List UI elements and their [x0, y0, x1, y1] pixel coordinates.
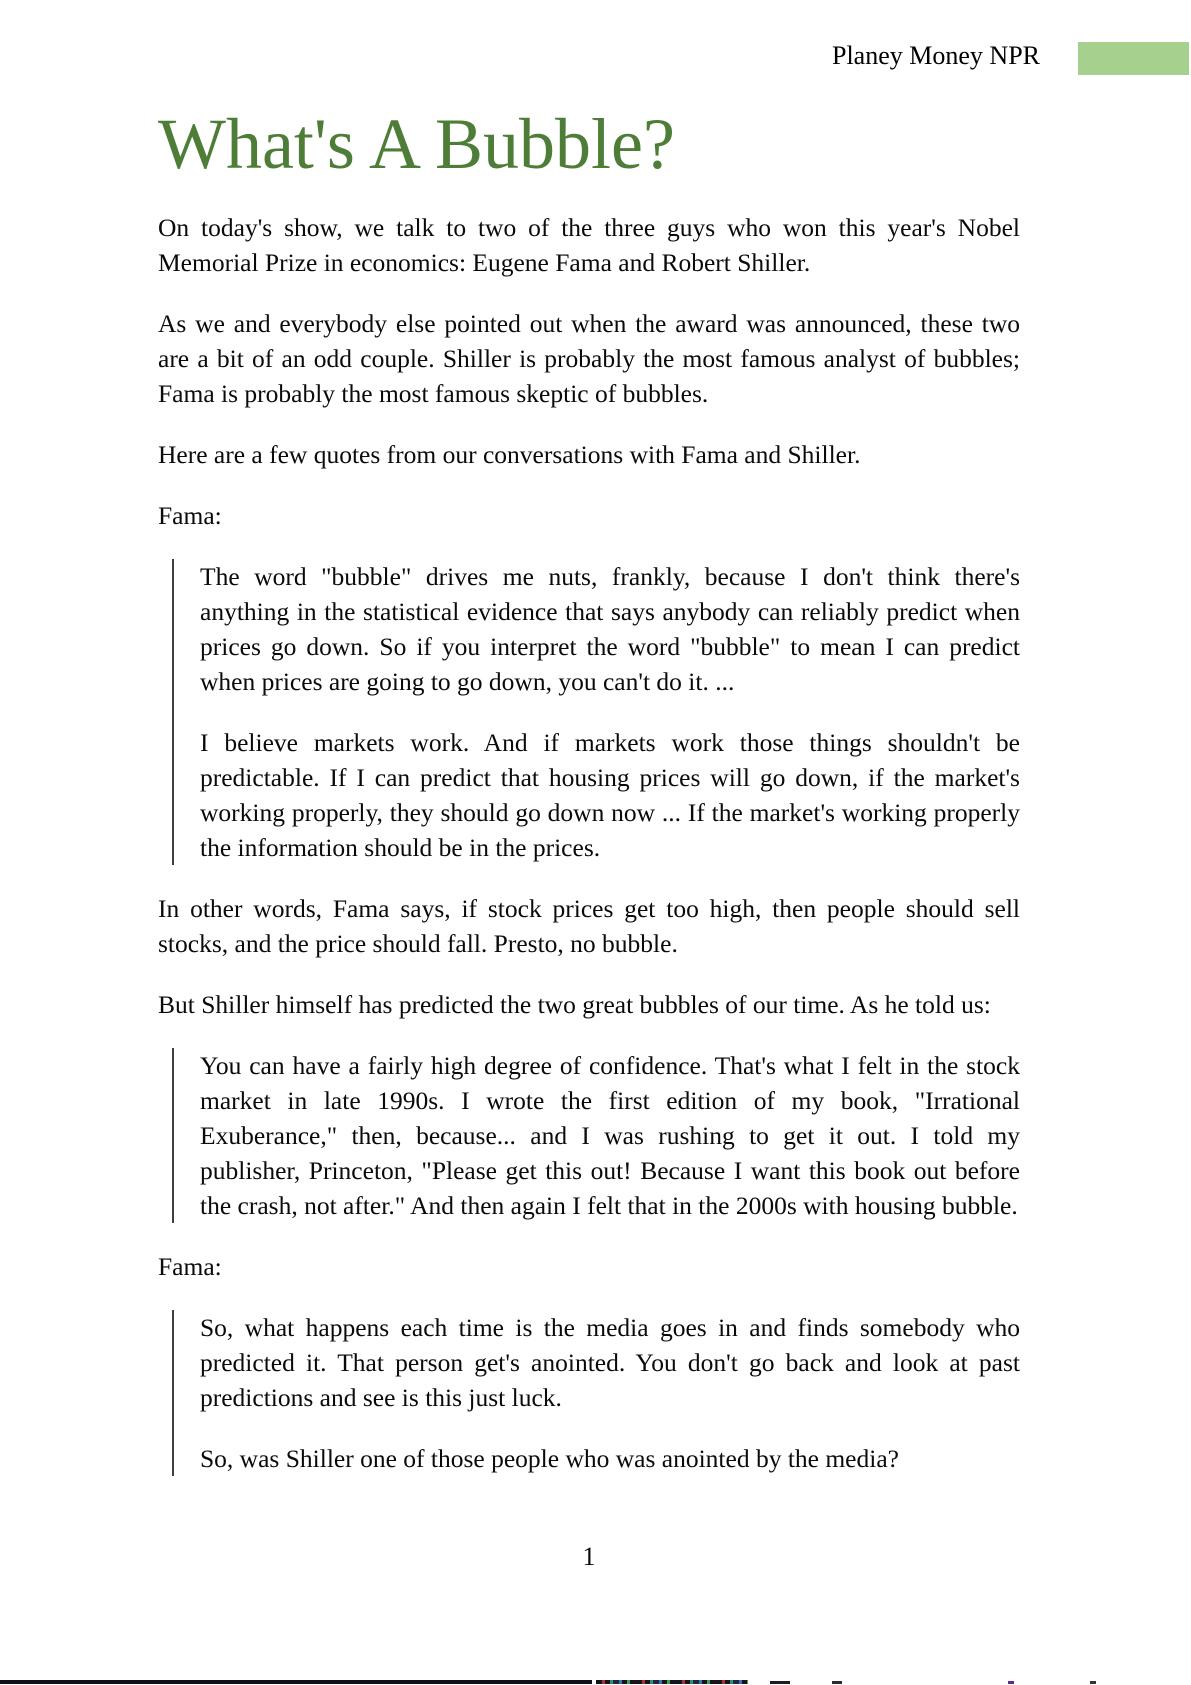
- header-accent-bar: [1078, 42, 1189, 75]
- fama-quote-1-paragraph-1: The word "bubble" drives me nuts, frankly, because I don't think there's anything in the statistical evidence that says anybody can reliably predict when prices go down. So if you interpret the word "bubble" to mean I can predict when prices are going to go down, you can't do it. ...: [200, 562, 1020, 696]
- commentary-paragraph-1: In other words, Fama says, if stock prices get too high, then people should sell stocks, and the price should fall. Presto, no bubble.: [158, 894, 1020, 958]
- page-title: What's A Bubble?: [158, 104, 675, 184]
- intro-paragraph-3: Here are a few quotes from our conversations with Fama and Shiller.: [158, 440, 861, 469]
- fama-quote-1-paragraph-2: I believe markets work. And if markets work those things shouldn't be predictable. If I can predict that housing prices will go down, if the market's working properly, they should go down now ... If the market's working properly the information should be in the prices.: [200, 728, 1020, 862]
- shiller-quote-paragraph-1: You can have a fairly high degree of confidence. That's what I felt in the stock market in late 1990s. I wrote the first edition of my book, "Irrational Exuberance," then, because... and I was rushing to get it out. I told my publisher, Princeton, "Please get this out! Because I want this book out before the crash, not after." And then again I felt that in the 2000s with housing bubble.: [200, 1051, 1020, 1220]
- taskbar-edge-strip: [0, 1680, 1191, 1685]
- taskbar-icons-fragment: [596, 1680, 748, 1684]
- article-body: [158, 0, 1020, 1502]
- fama-quote-1: [172, 559, 1020, 865]
- commentary-paragraph-2: But Shiller himself has predicted the two great bubbles of our time. As he told us:: [158, 990, 991, 1019]
- taskbar-fragment-dot-2: [1090, 1681, 1096, 1684]
- shiller-quote: [172, 1048, 1020, 1223]
- intro-paragraph-1: On today's show, we talk to two of the three guys who won this year's Nobel Memorial Prize in economics: Eugene Fama and Robert Shiller.: [158, 213, 1020, 277]
- taskbar-fragment-dot-1: [1008, 1681, 1014, 1684]
- article-text: [158, 210, 1020, 1476]
- intro-paragraph-2: As we and everybody else pointed out when the award was announced, these two are a bit of an odd couple. Shiller is probably the most famous analyst of bubbles; Fama is probably the most famous skeptic of bubbles.: [158, 309, 1020, 408]
- taskbar-fragment-dash-1: [770, 1681, 790, 1684]
- page-number: 1: [582, 1542, 596, 1571]
- fama-quote-2-paragraph-2: So, was Shiller one of those people who was anointed by the media?: [200, 1444, 899, 1473]
- speaker-label-fama-1: Fama:: [158, 501, 222, 530]
- speaker-label-fama-2: Fama:: [158, 1252, 222, 1281]
- taskbar-fragment-dash-2: [832, 1681, 842, 1684]
- taskbar-edge-line: [0, 1680, 592, 1684]
- running-header: Planey Money NPR: [832, 41, 1040, 70]
- fama-quote-2-paragraph-1: So, what happens each time is the media goes in and finds somebody who predicted it. That person get's anointed. You don't go back and look at past predictions and see is this just luck.: [200, 1313, 1020, 1412]
- fama-quote-2: [172, 1310, 1020, 1476]
